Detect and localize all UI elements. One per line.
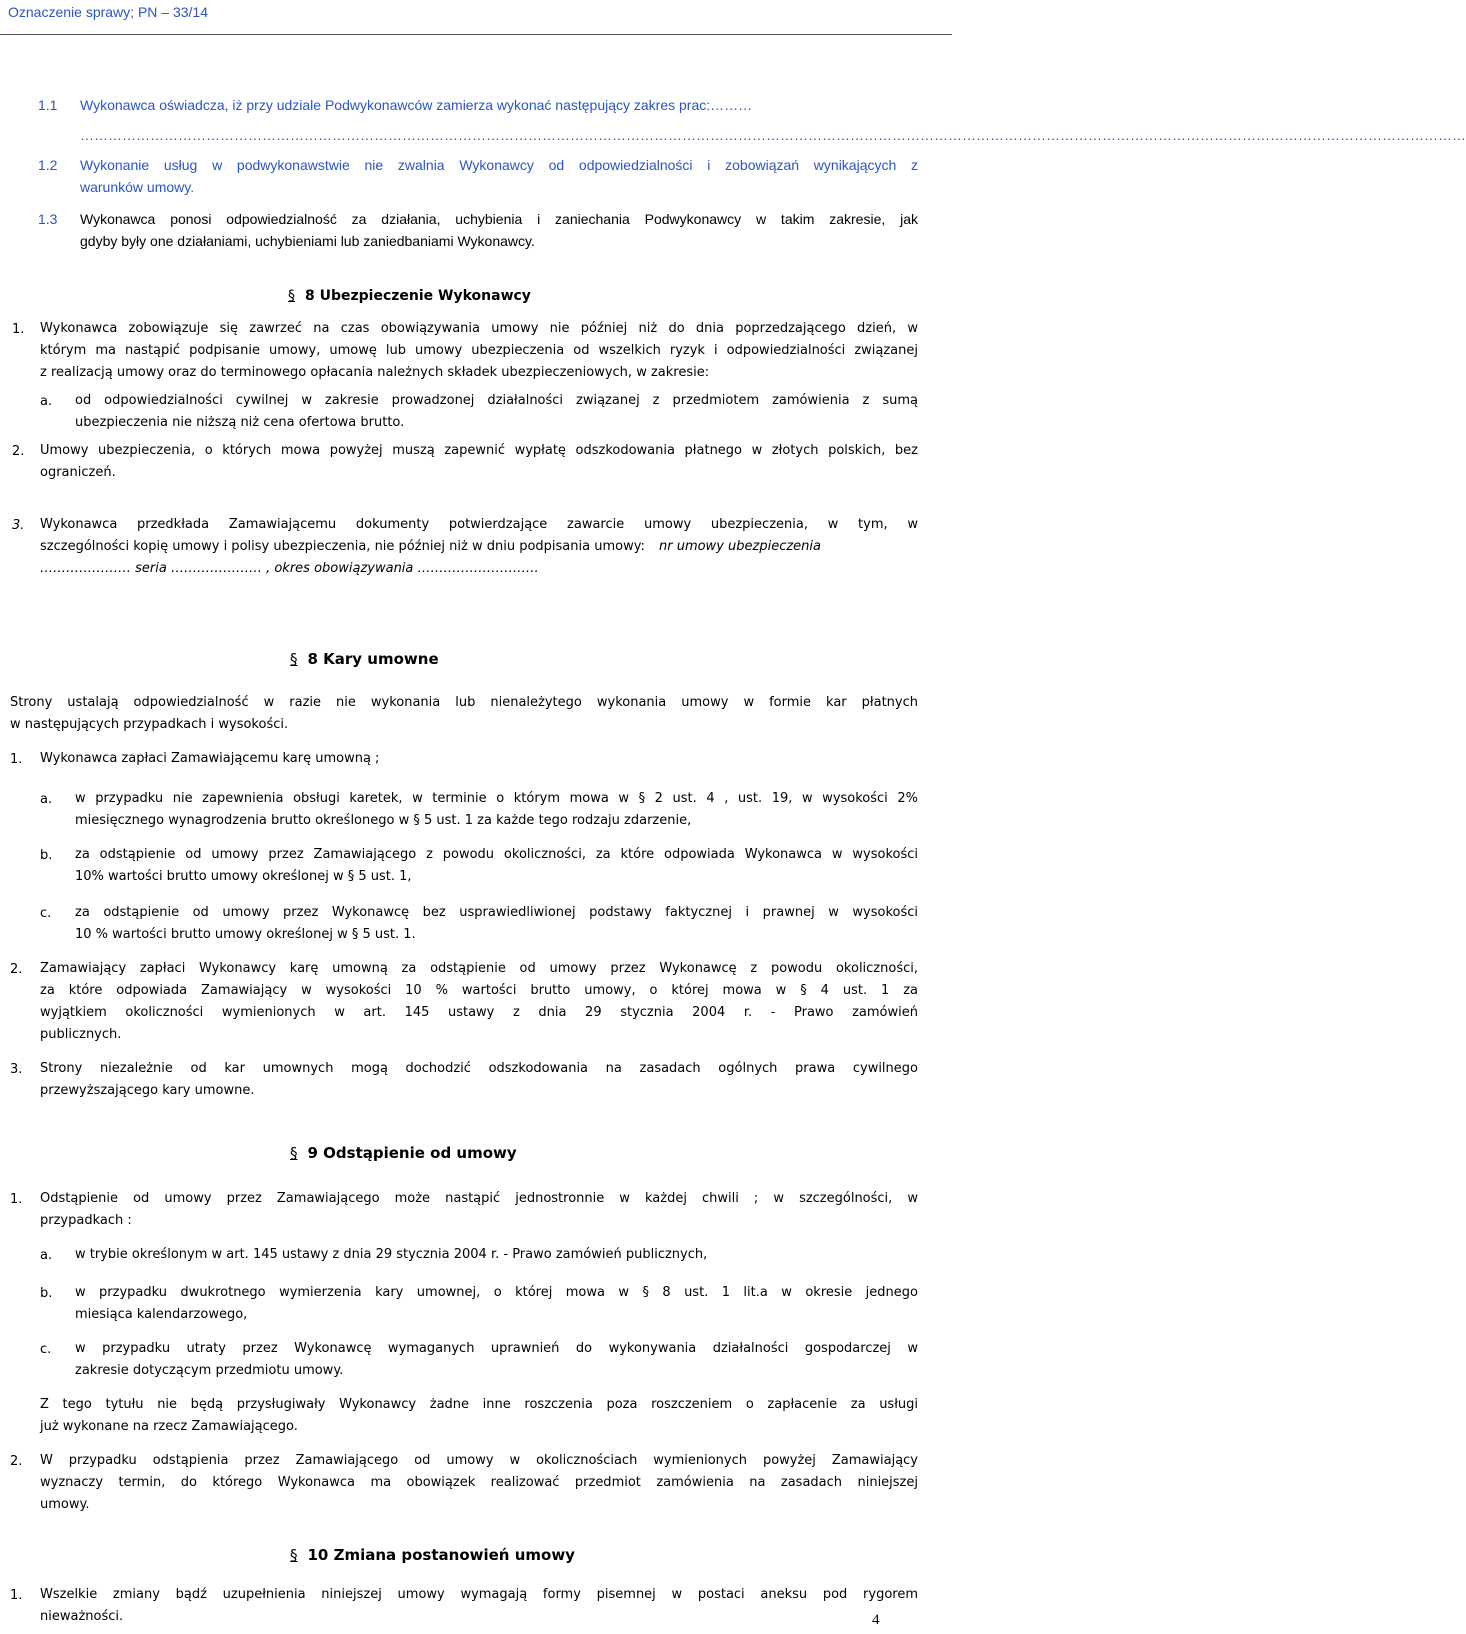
withdrawal-item-2-line-1: W przypadku odstąpienia przez Zamawiającego od umowy w okolicznościach wymienionych powyżej Zamawiający — [40, 1453, 918, 1468]
amendments-item-1-line-1: Wszelkie zmiany bądź uzupełnienia niniejszej umowy wymagają formy pisemnej w postaci aneksu pod rygorem — [40, 1587, 918, 1602]
item-number: 2. — [10, 962, 23, 977]
penalties-intro-line-1: Strony ustalają odpowiedzialność w razie nie wykonania lub nienależytego wykonania umowy w formie kar płatnych — [10, 695, 918, 710]
item-letter: c. — [40, 1342, 52, 1357]
page-number: 4 — [872, 1612, 880, 1628]
item-number: 1. — [10, 752, 23, 767]
paragraph-sign: § — [290, 1546, 298, 1564]
clause-1-1-text: Wykonawca oświadcza, iż przy udziale Podwykonawców zamierza wykonać następujący zakres prac:……… — [80, 97, 753, 113]
item-number: 1. — [10, 1192, 23, 1207]
withdrawal-item-c-line-2: zakresie dotyczącym przedmiotu umowy. — [75, 1363, 344, 1378]
penalties-item-a-line-1: w przypadku nie zapewnienia obsługi karetek, w terminie o którym mowa w § 2 ust. 4 , ust. 19, w wysokości 2% — [75, 791, 918, 806]
item-number: 1. — [10, 1588, 23, 1603]
clause-1-2-line-1: Wykonanie usług w podwykonawstwie nie zwalnia Wykonawcy od odpowiedzialności i zobowiązań wynikających z — [80, 157, 918, 173]
paragraph-sign: § — [288, 288, 295, 304]
section-title: 10 Zmiana postanowień umowy — [307, 1546, 575, 1564]
clause-1-3-line-2: gdyby były one działaniami, uchybieniami lub zaniedbaniami Wykonawcy. — [80, 233, 535, 249]
insurance-item-2-line-1: Umowy ubezpieczenia, o których mowa powyżej muszą zapewnić wypłatę odszkodowania płatnego w złotych polskich, bez — [40, 443, 918, 458]
header-divider — [0, 34, 952, 35]
insurance-item-2-line-2: ograniczeń. — [40, 465, 116, 480]
withdrawal-item-a-line-1: w trybie określonym w art. 145 ustawy z dnia 29 stycznia 2004 r. - Prawo zamówień publicznych, — [75, 1247, 708, 1262]
item-letter: a. — [40, 394, 53, 409]
item-number: 3. — [10, 1062, 23, 1077]
clause-1-3-line-1: Wykonawca ponosi odpowiedzialność za działania, uchybienia i zaniechania Podwykonawcy w takim zakresie, jak — [80, 211, 918, 227]
policy-series-validity-line: ………………… seria ………………… , okres obowiązywania ………………………. — [40, 561, 539, 576]
section-8-penalties-heading — [290, 650, 439, 668]
insurance-item-3-line-2 — [40, 536, 918, 558]
penalties-item-3-line-2: przewyższającego kary umowne. — [40, 1083, 255, 1098]
penalties-item-c-line-2: 10 % wartości brutto umowy określonej w § 5 ust. 1. — [75, 927, 416, 942]
clause-1-1-dots: ……………………………………………………………………………………………………………………………………………………………………………………………………………………………………………………………………… — [80, 127, 1466, 143]
section-8-insurance-heading — [288, 288, 531, 304]
insurance-item-1-line-1: Wykonawca zobowiązuje się zawrzeć na czas obowiązywania umowy nie później niż do dnia poprzedzającego dzień, w — [40, 321, 918, 336]
item-number: 3. — [12, 518, 25, 533]
insurance-item-3-line-1: Wykonawca przedkłada Zamawiającemu dokumenty potwierdzające zawarcie umowy ubezpieczenia, w tym, w — [40, 517, 918, 532]
withdrawal-item-2-line-2: wyznaczy termin, do którego Wykonawca ma obowiązek realizować przedmiot zamówienia na zasadach niniejszej — [40, 1475, 918, 1490]
withdrawal-item-c-line-1: w przypadku utraty przez Wykonawcę wymaganych uprawnień do wykonywania działalności gospodarczej w — [75, 1341, 918, 1356]
penalties-item-b-line-2: 10% wartości brutto umowy określonej w § 5 ust. 1, — [75, 869, 412, 884]
policy-number-label: nr umowy ubezpieczenia — [658, 539, 821, 554]
withdrawal-item-1-line-1: Odstąpienie od umowy przez Zamawiającego może nastąpić jednostronnie w każdej chwili ; w szczególności, w — [40, 1191, 918, 1206]
insurance-item-3-line-2-text: szczególności kopię umowy i polisy ubezpieczenia, nie później niż w dniu podpisania umowy: — [40, 539, 645, 554]
item-letter: c. — [40, 906, 52, 921]
section-9-withdrawal-heading — [290, 1144, 517, 1162]
withdrawal-item-2-line-3: umowy. — [40, 1497, 90, 1512]
penalties-item-a-line-2: miesięcznego wynagrodzenia brutto określonego w § 5 ust. 1 za każde tego rodzaju zdarzenie, — [75, 813, 692, 828]
item-letter: a. — [40, 1248, 53, 1263]
item-letter: a. — [40, 792, 53, 807]
paragraph-sign: § — [290, 650, 298, 668]
insurance-item-1a-line-2: ubezpieczenia nie niższą niż cena ofertowa brutto. — [75, 415, 405, 430]
clause-1-2-number: 1.2 — [38, 157, 58, 173]
item-letter: b. — [40, 848, 53, 863]
withdrawal-item-1-line-2: przypadkach : — [40, 1213, 132, 1228]
clause-1-1-number: 1.1 — [38, 97, 58, 113]
clause-1-2-line-2: warunków umowy. — [80, 179, 195, 195]
amendments-item-1-line-2: nieważności. — [40, 1609, 124, 1624]
insurance-item-1-line-2: którym ma nastąpić podpisanie umowy, umowę lub umowy ubezpieczenia od wszelkich ryzyk i odpowiedzialności związanej — [40, 343, 918, 358]
section-title: 9 Odstąpienie od umowy — [307, 1144, 517, 1162]
section-title: 8 Ubezpieczenie Wykonawcy — [305, 288, 531, 304]
penalties-item-b-line-1: za odstąpienie od umowy przez Zamawiającego z powodu okoliczności, za które odpowiada Wykonawca w wysokości — [75, 847, 918, 862]
withdrawal-note-line-2: już wykonane na rzecz Zamawiającego. — [40, 1419, 298, 1434]
section-title: 8 Kary umowne — [307, 650, 439, 668]
insurance-item-1a-line-1: od odpowiedzialności cywilnej w zakresie prowadzonej działalności związanej z przedmiotem zamówienia z sumą — [75, 393, 918, 408]
penalties-item-2-line-3: wyjątkiem okoliczności wymienionych w art. 145 ustawy z dnia 29 stycznia 2004 r. - Prawo zamówień — [40, 1005, 918, 1020]
penalties-item-3-line-1: Strony niezależnie od kar umownych mogą dochodzić odszkodowania na zasadach ogólnych prawa cywilnego — [40, 1061, 918, 1076]
withdrawal-item-b-line-2: miesiąca kalendarzowego, — [75, 1307, 248, 1322]
penalties-item-1-text: Wykonawca zapłaci Zamawiającemu karę umowną ; — [40, 751, 380, 766]
item-letter: b. — [40, 1286, 53, 1301]
penalties-item-2-line-2: za które odpowiada Zamawiający w wysokości 10 % wartości brutto umowy, o której mowa w § 4 ust. 1 za — [40, 983, 918, 998]
section-10-amendments-heading — [290, 1546, 575, 1564]
withdrawal-note-line-1: Z tego tytułu nie będą przysługiwały Wykonawcy żadne inne roszczenia poza roszczeniem o zapłacenie za usługi — [40, 1397, 918, 1412]
penalties-item-c-line-1: za odstąpienie od umowy przez Wykonawcę bez usprawiedliwionej podstawy faktycznej i prawnej w wysokości — [75, 905, 918, 920]
case-reference-header: Oznaczenie sprawy; PN – 33/14 — [8, 4, 208, 20]
penalties-item-2-line-4: publicznych. — [40, 1027, 122, 1042]
penalties-item-2-line-1: Zamawiający zapłaci Wykonawcy karę umowną za odstąpienie od umowy przez Wykonawcę z powodu okoliczności, — [40, 961, 918, 976]
paragraph-sign: § — [290, 1144, 298, 1162]
item-number: 2. — [12, 444, 25, 459]
clause-1-3-number: 1.3 — [38, 211, 58, 227]
penalties-intro-line-2: w następujących przypadkach i wysokości. — [10, 717, 289, 732]
insurance-item-1-line-3: z realizacją umowy oraz do terminowego opłacania należnych składek ubezpieczeniowych, w zakresie: — [40, 365, 710, 380]
withdrawal-item-b-line-1: w przypadku dwukrotnego wymierzenia kary umownej, o której mowa w § 8 ust. 1 lit.a w okresie jednego — [75, 1285, 918, 1300]
item-number: 1. — [12, 322, 25, 337]
item-number: 2. — [10, 1454, 23, 1469]
